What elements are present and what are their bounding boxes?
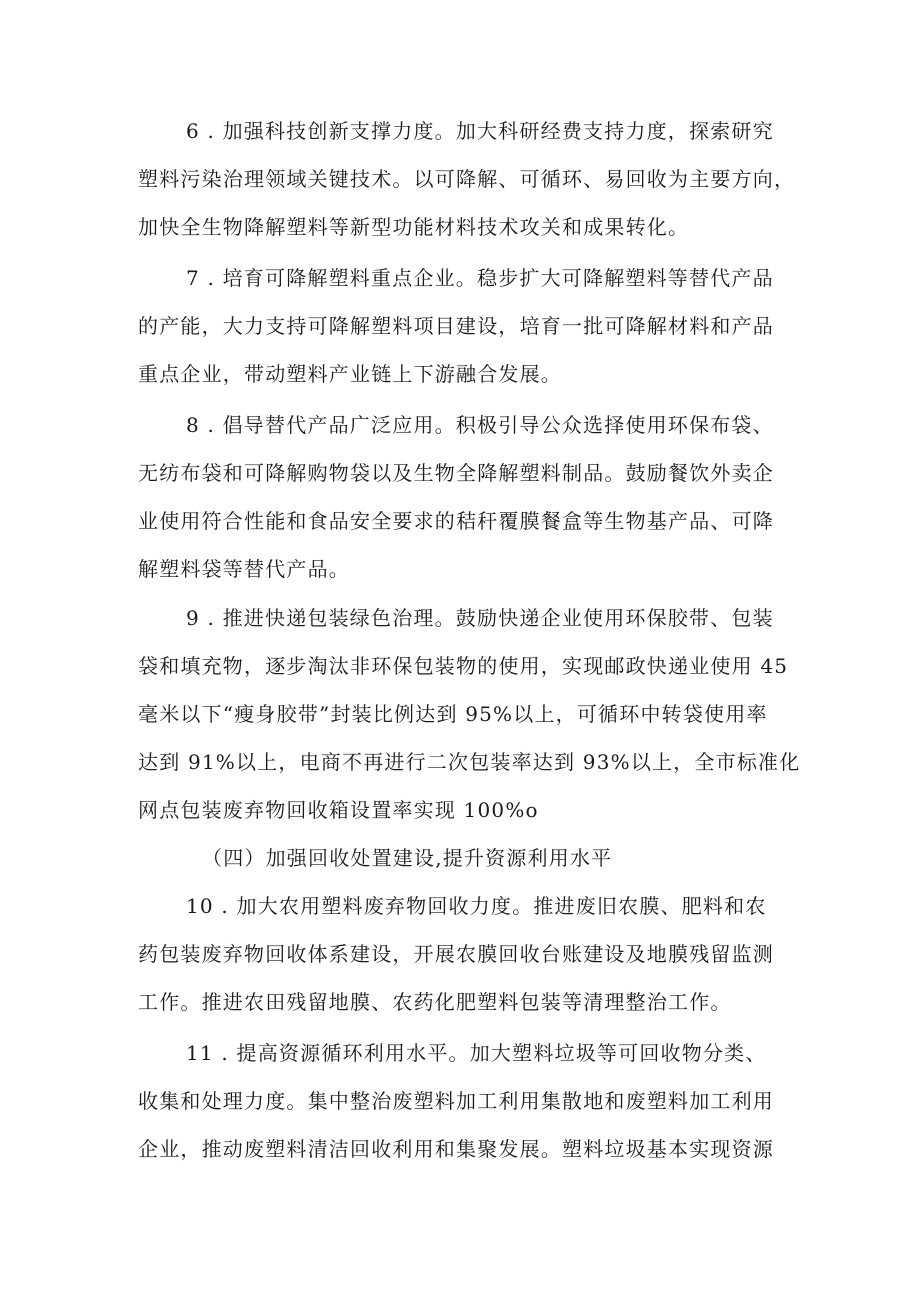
paragraph-9-line-5: 网点包装废弃物回收箱设置率实现 100%o: [138, 798, 539, 822]
paragraph-10-line-3: 工作。推进农田残留地膜、农药化肥塑料包装等清理整治工作。: [138, 990, 732, 1014]
paragraph-6-line-2: 塑料污染治理领域关键技术。以可降解、可循环、易回收为主要方向，: [138, 167, 796, 191]
paragraph-11-line-3: 企业，推动废塑料清洁回收利用和集聚发展。塑料垃圾基本实现资源: [138, 1137, 774, 1161]
paragraph-9-line-3: 毫米以下“瘦身胶带”封装比例达到 95%以上，可循环中转袋使用率: [138, 702, 768, 726]
paragraph-8-line-4: 解塑料袋等替代产品。: [138, 557, 350, 581]
paragraph-7-line-3: 重点企业，带动塑料产业链上下游融合发展。: [138, 362, 562, 386]
paragraph-7-line-2: 的产能，大力支持可降解塑料项目建设，培育一批可降解材料和产品: [138, 314, 774, 338]
paragraph-6-line-3: 加快全生物降解塑料等新型功能材料技术攻关和成果转化。: [138, 215, 690, 239]
paragraph-8-line-1: 8 . 倡导替代产品广泛应用。积极引导公众选择使用环保布袋、: [186, 413, 774, 437]
paragraph-10-line-2: 药包装废弃物回收体系建设，开展农膜回收台账建设及地膜残留监测: [138, 942, 774, 966]
paragraph-7-line-1: 7 . 培育可降解塑料重点企业。稳步扩大可降解塑料等替代产品: [186, 266, 774, 290]
section-heading-4: （四）加强回收处置建设,提升资源利用水平: [202, 846, 613, 870]
paragraph-11-line-2: 收集和处理力度。集中整治废塑料加工利用集散地和废塑料加工利用: [138, 1089, 774, 1113]
paragraph-10-line-1: 10 . 加大农用塑料废弃物回收力度。推进废旧农膜、肥料和农: [186, 894, 767, 918]
paragraph-6-line-1: 6 . 加强科技创新支撑力度。加大科研经费支持力度，探索研究: [186, 119, 774, 143]
paragraph-8-line-2: 无纺布袋和可降解购物袋以及生物全降解塑料制品。鼓励餐饮外卖企: [138, 461, 774, 485]
paragraph-9-line-1: 9 . 推进快递包装绿色治理。鼓励快递企业使用环保胶带、包装: [186, 606, 774, 630]
paragraph-9-line-4: 达到 91%以上，电商不再进行二次包装率达到 93%以上，全市标准化: [138, 750, 801, 774]
paragraph-8-line-3: 业使用符合性能和食品安全要求的秸秆覆膜餐盒等生物基产品、可降: [138, 509, 774, 533]
paragraph-9-line-2: 袋和填充物，逐步淘汰非环保包装物的使用，实现邮政快递业使用 45: [138, 654, 789, 678]
paragraph-11-line-1: 11 . 提高资源循环利用水平。加大塑料垃圾等可回收物分类、: [186, 1041, 767, 1065]
